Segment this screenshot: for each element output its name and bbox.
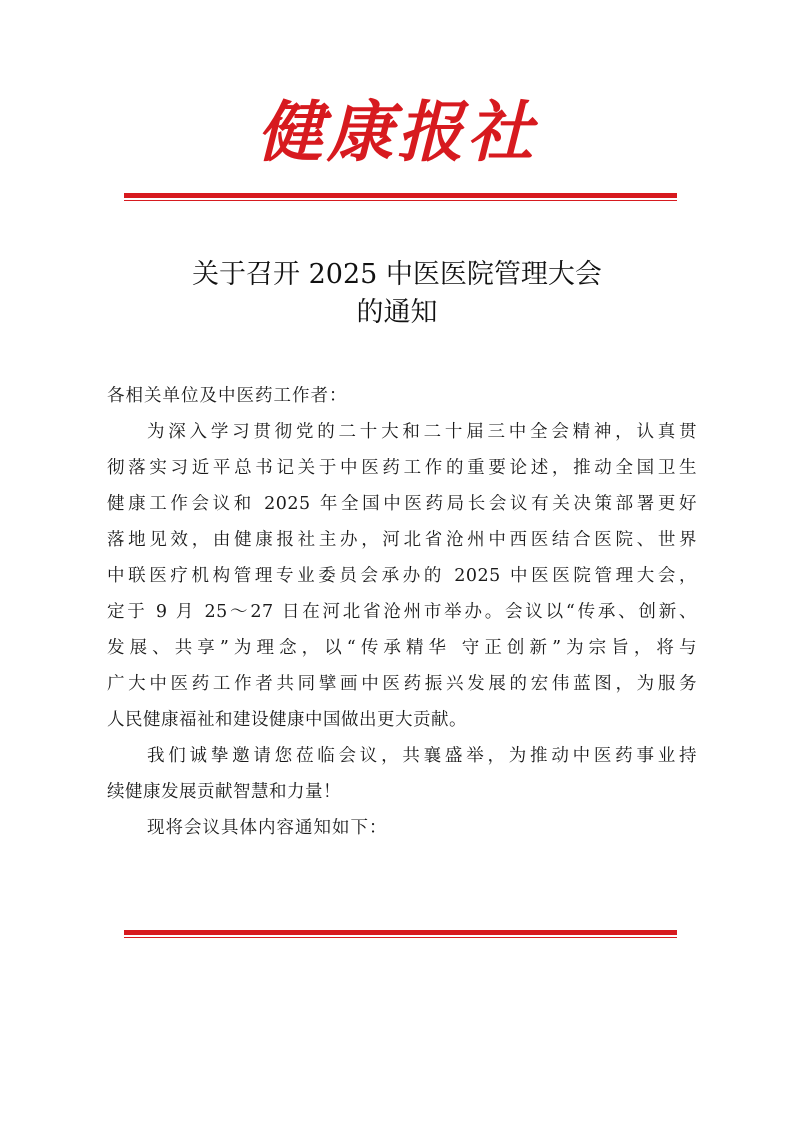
footer-divider-thick bbox=[124, 930, 677, 935]
paragraph-1 bbox=[107, 414, 697, 738]
footer-divider-thin bbox=[124, 937, 677, 938]
paragraph-1-line: 中联医疗机构管理专业委员会承办的 2025 中医医院管理大会， bbox=[107, 566, 697, 586]
document-body bbox=[107, 378, 697, 846]
footer-divider bbox=[124, 930, 677, 938]
document-title-line2: 的通知 bbox=[356, 297, 438, 328]
paragraph-1-line: 落地见效，由健康报社主办，河北省沧州中西医结合医院、世界 bbox=[107, 530, 697, 550]
header-divider-thick bbox=[124, 193, 677, 198]
paragraph-2-line: 我们诚挚邀请您莅临会议，共襄盛举，为推动中医药事业持 bbox=[147, 746, 697, 766]
paragraph-2-line: 续健康发展贡献智慧和力量！ bbox=[107, 782, 341, 802]
salutation: 各相关单位及中医药工作者： bbox=[107, 386, 348, 406]
paragraph-3: 现将会议具体内容通知如下： bbox=[147, 818, 388, 838]
paragraph-1-line: 广大中医药工作者共同擘画中医药振兴发展的宏伟蓝图，为服务 bbox=[107, 674, 697, 694]
masthead-logo: 健康报社 bbox=[257, 93, 537, 171]
header-divider bbox=[124, 193, 677, 201]
document-title-line1: 关于召开 2025 中医医院管理大会 bbox=[192, 259, 602, 290]
paragraph-1-line: 健康工作会议和 2025 年全国中医药局长会议有关决策部署更好 bbox=[107, 494, 697, 514]
paragraph-1-line: 彻落实习近平总书记关于中医药工作的重要论述，推动全国卫生 bbox=[107, 458, 697, 478]
paragraph-2 bbox=[107, 738, 697, 810]
header-divider-thin bbox=[124, 200, 677, 201]
paragraph-1-line: 为深入学习贯彻党的二十大和二十届三中全会精神，认真贯 bbox=[147, 422, 697, 442]
paragraph-1-line: 人民健康福祉和建设健康中国做出更大贡献。 bbox=[107, 710, 467, 730]
paragraph-1-line: 发展、共享”为理念，以“传承精华 守正创新”为宗旨，将与 bbox=[107, 638, 697, 658]
paragraph-1-line: 定于 9 月 25～27 日在河北省沧州市举办。会议以“传承、创新、 bbox=[107, 602, 697, 622]
document-title bbox=[0, 256, 794, 332]
